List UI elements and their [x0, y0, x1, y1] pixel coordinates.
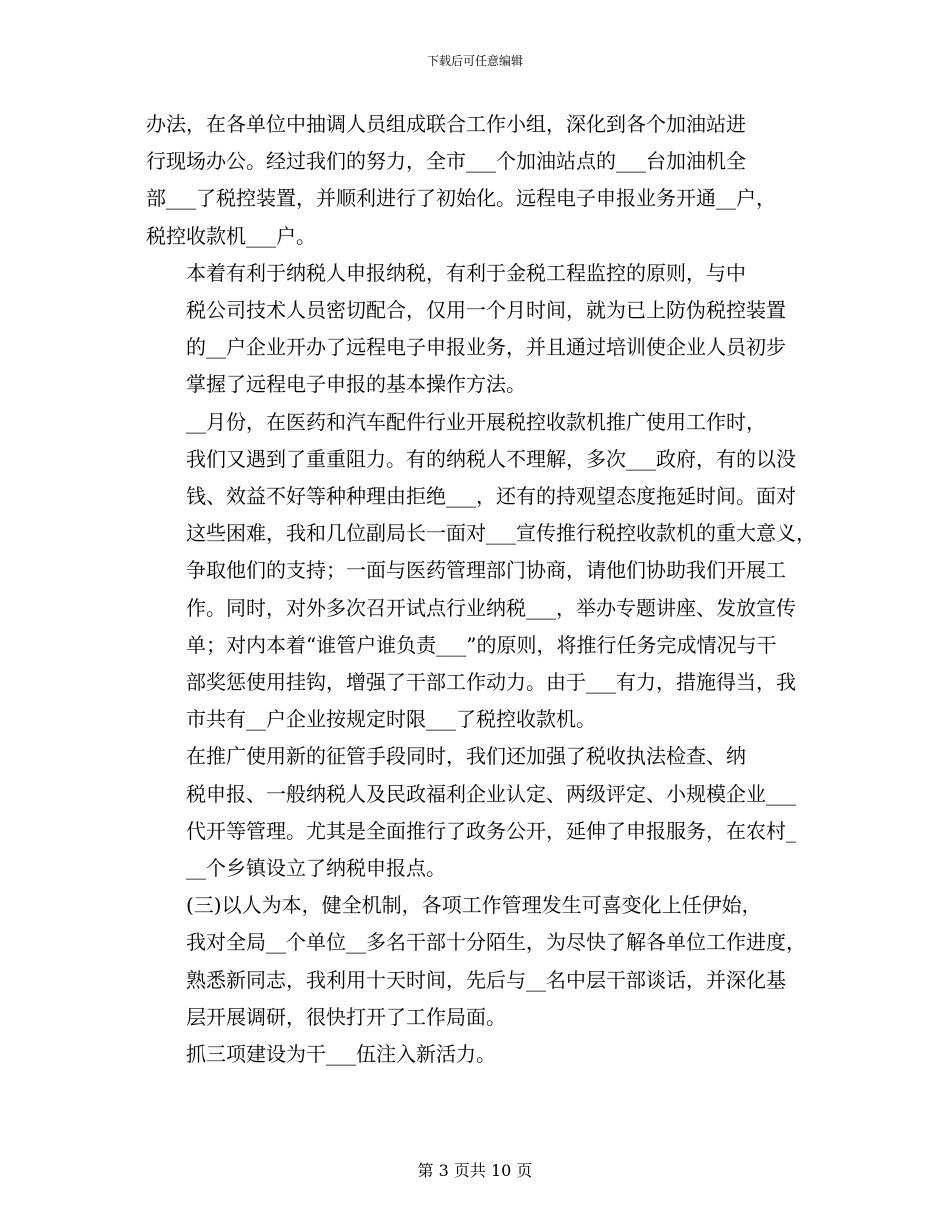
text-line: 市共有__户企业按规定时限___了税控收款机。 [186, 707, 596, 732]
text-line: 作。同时，对外多次召开试点行业纳税___，举办专题讲座、发放宣传 [186, 595, 796, 620]
text-line: 办法，在各单位中抽调人员组成联合工作小组，深化到各个加油站进 [146, 112, 746, 136]
text-line: 掌握了远程电子申报的基本操作方法。 [186, 372, 526, 397]
text-line: 部___了税控装置，并顺利进行了初始化。远程电子申报业务开通__户， [146, 186, 776, 211]
text-line: (三)以人为本，健全机制，各项工作管理发生可喜变化上任伊始， [186, 893, 762, 918]
text-line: 行现场办公。经过我们的努力，全市___个加油站点的___台加油机全 [146, 149, 746, 174]
text-line: 我们又遇到了重重阻力。有的纳税人不理解，多次___政府，有的以没 [186, 446, 796, 471]
text-line: 层开展调研，很快打开了工作局面。 [186, 1004, 506, 1029]
text-line: 钱、效益不好等种种理由拒绝___，还有的持观望态度拖延时间。面对 [186, 484, 796, 509]
paragraph [146, 738, 811, 887]
paragraph [146, 255, 811, 404]
text-line: 代开等管理。尤其是全面推行了政务公开，延伸了申报服务，在农村_ [186, 818, 796, 843]
text-line: 在推广使用新的征管手段同时，我们还加强了税收执法检查、纳 [186, 744, 746, 769]
text-line: 抓三项建设为干___伍注入新活力。 [186, 1042, 496, 1067]
text-line: 这些困难，我和几位副局长一面对___宣传推行税控收款机的重大意义， [186, 521, 816, 546]
text-line: 税申报、一般纳税人及民政福利企业认定、两级评定、小规模企业___ [186, 781, 796, 806]
text-line: 的__户企业开办了远程电子申报业务，并且通过培训使企业人员初步 [186, 335, 786, 360]
page-footer: 第 3 页共 10 页 [417, 1161, 533, 1180]
text-line: __个乡镇设立了纳税申报点。 [186, 856, 446, 881]
text-line: 税公司技术人员密切配合，仅用一个月时间，就为已上防伪税控装置 [186, 298, 786, 323]
paragraph [146, 1036, 811, 1073]
paragraph [146, 106, 811, 255]
document-body [146, 106, 816, 1073]
paragraph [146, 404, 816, 739]
text-line: 我对全局__个单位__多名干部十分陌生，为尽快了解各单位工作进度， [186, 930, 806, 955]
text-line: __月份，在医药和汽车配件行业开展税控收款机推广使用工作时， [186, 409, 766, 434]
text-line: 税控收款机___户。 [146, 223, 316, 248]
page-header: 下载后可任意编辑 [426, 54, 523, 68]
text-line: 本着有利于纳税人申报纳税，有利于金税工程监控的原则，与中 [186, 260, 746, 285]
text-line: 熟悉新同志，我利用十天时间，先后与__名中层干部谈话，并深化基 [186, 967, 786, 992]
text-line: 部奖惩使用挂钩，增强了干部工作动力。由于___有力，措施得当，我 [186, 670, 796, 695]
paragraph [146, 887, 811, 1036]
text-line: 单；对内本着“谁管户谁负责___”的原则，将推行任务完成情况与干 [186, 632, 777, 657]
text-line: 争取他们的支持；一面与医药管理部门协商，请他们协助我们开展工 [186, 558, 786, 583]
